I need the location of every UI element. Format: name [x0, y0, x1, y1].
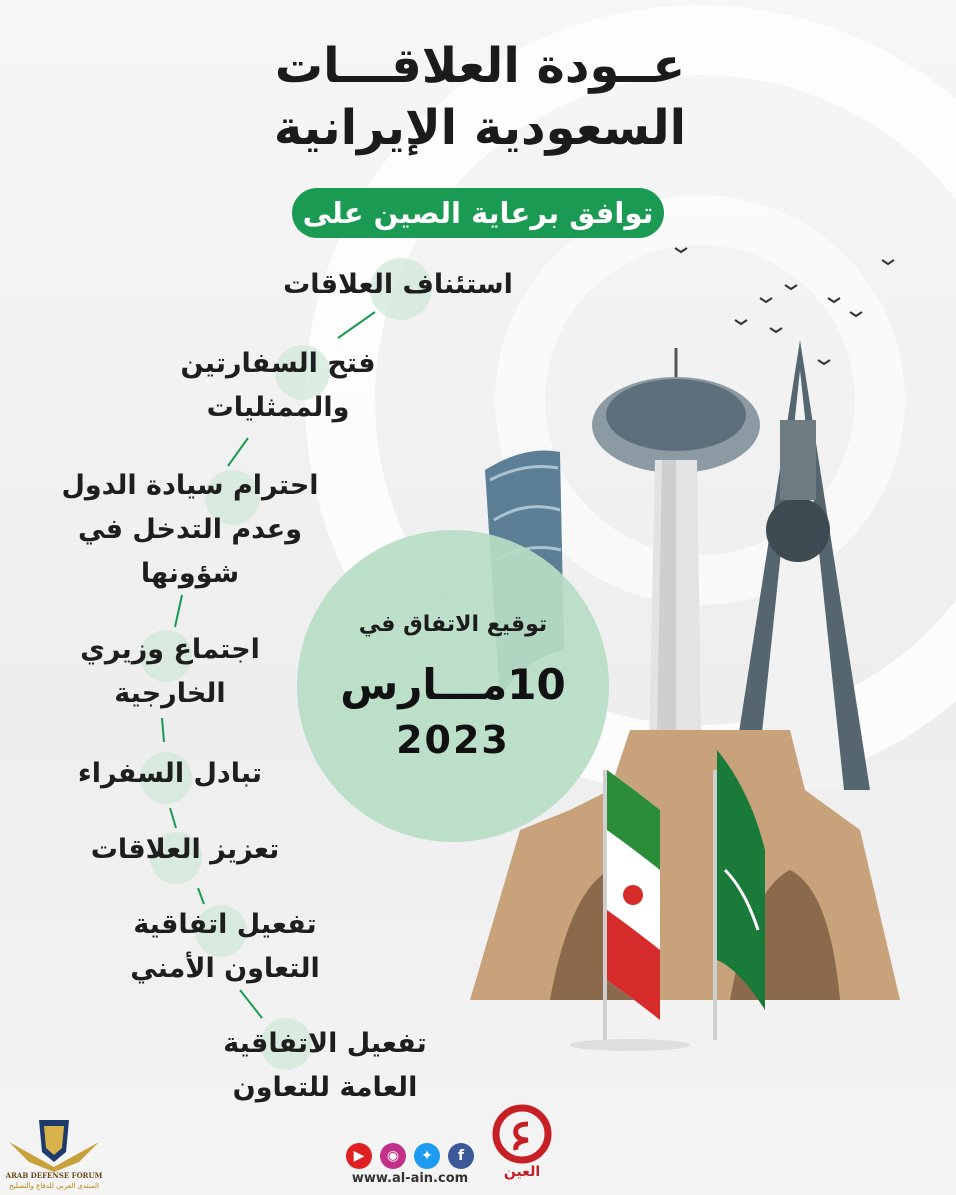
item-resume-relations: استئناف العلاقات — [283, 269, 513, 300]
item-general-agreement-line2: العامة للتعاون — [232, 1072, 418, 1103]
twitter-icon[interactable]: ✦ — [414, 1143, 440, 1169]
instagram-icon[interactable]: ◉ — [380, 1143, 406, 1169]
item-security-cooperation-line2: التعاون الأمني — [130, 953, 320, 984]
title-line-2: السعودية الإيرانية — [273, 100, 687, 156]
item-respect-sovereignty-line3: شؤونها — [140, 558, 240, 589]
item-fm-meeting-line1: اجتماع وزيري — [80, 634, 260, 665]
item-exchange-ambassadors: تبادل السفراء — [77, 758, 263, 789]
item-open-embassies-line2: والممثليات — [206, 392, 350, 423]
youtube-icon[interactable]: ▶ — [346, 1143, 372, 1169]
forum-name-ar: المنتدى العربي للدفاع والتسليح — [9, 1182, 99, 1190]
website-url[interactable]: www.al-ain.com — [351, 1171, 469, 1186]
al-ain-logo-text: العين — [503, 1164, 541, 1180]
social-links — [346, 1143, 474, 1169]
item-respect-sovereignty-line2: وعدم التدخل في — [78, 514, 302, 545]
item-respect-sovereignty-line1: احترام سيادة الدول — [61, 470, 319, 501]
item-general-agreement-line1: تفعيل الاتفاقية — [223, 1028, 427, 1059]
birds — [675, 248, 894, 364]
title-line-1: عــودة العلاقـــات — [274, 38, 686, 94]
item-security-cooperation-line1: تفعيل اتفاقية — [133, 909, 317, 940]
signing-date: 10مـــارس — [340, 660, 566, 709]
item-strengthen-relations: تعزيز العلاقات — [90, 834, 280, 865]
subtitle-pill: توافق برعاية الصين على — [292, 188, 664, 238]
facebook-icon[interactable]: f — [448, 1143, 474, 1169]
signing-label: توقيع الاتفاق في — [358, 612, 548, 637]
signing-year: 2023 — [396, 718, 510, 762]
al-ain-logo — [492, 1104, 552, 1168]
forum-name: ARAB DEFENSE FORUM — [5, 1171, 103, 1180]
item-open-embassies-line1: فتح السفارتين — [180, 348, 376, 379]
item-fm-meeting-line2: الخارجية — [114, 678, 226, 709]
